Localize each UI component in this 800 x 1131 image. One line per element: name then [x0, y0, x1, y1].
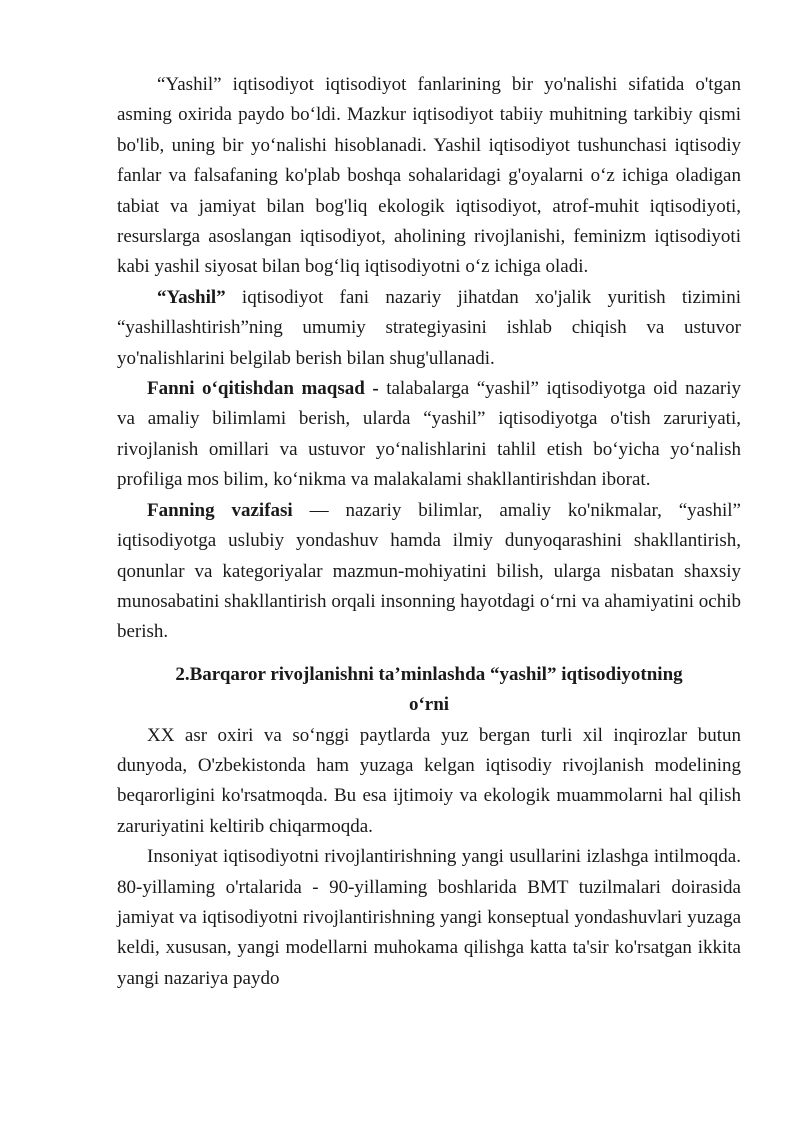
paragraph-body: iqtisodiyot fani nazariy jihatdan xo'jalik yuritish tizimini “yashillashtirish”ning umumiy strategiyasini ishlab chiqish va ustuvor yo'nalishlarini belgilab berish bilan shug'ullanadi.	[117, 286, 741, 369]
paragraph-new-approaches: Insoniyat iqtisodiyotni rivojlantirishning yangi usullarini izlashga intilmoqda. 80-yillaming o'rtalarida - 90-yillaming boshlarida BMT tuzilmalari doirasida jamiyat va iqtisodiyotni rivojlantirishning yangi konseptual yondashuvlari yuzaga keldi, xususan, yangi modellarni muhokama qilishga katta ta'sir ko'rsatgan ikkita yangi nazariya paydo	[117, 846, 741, 989]
paragraph-lead-bold: Fanni o‘qitishdan maqsad -	[147, 378, 379, 400]
section-heading-line-1: 2.Barqaror rivojlanishni ta’minlashda “yashil” iqtisodiyotning	[175, 663, 683, 685]
paragraph-yashil-theory	[117, 283, 741, 374]
paragraph-course-goal	[117, 374, 741, 496]
paragraph-intro: “Yashil” iqtisodiyot iqtisodiyot fanlarining bir yo'nalishi sifatida o'tgan asming oxirida paydo bo‘ldi. Mazkur iqtisodiyot tabiiy muhitning tarkibiy qismi bo'lib, uning bir yo‘nalishi hisoblanadi. Yashil iqtisodiyot tushunchasi iqtisodiy fanlar va falsafaning ko'plab boshqa sohalaridagi g'oyalarni o‘z ichiga oladigan tabiat va jamiyat bilan bog'liq ekologik iqtisodiyot, atrof-muhit iqtisodiyoti, resurslarga asoslangan iqtisodiyot, aholining rivojlanishi, feminizm iqtisodiyoti kabi yashil siyosat bilan bog‘liq iqtisodiyotni o‘z ichiga oladi.	[117, 74, 741, 278]
section-heading-line-2: o‘rni	[408, 694, 450, 716]
paragraph-course-tasks	[117, 496, 741, 648]
document-body	[117, 70, 741, 994]
paragraph-crisis: XX asr oxiri va so‘nggi paytlarda yuz bergan turli xil inqirozlar butun dunyoda, O'zbekistonda ham yuzaga kelgan iqtisodiy rivojlanish modelining beqarorligini ko'rsatmoqda. Bu esa ijtimoiy va ekologik muammolarni hal qilish zaruriyatini keltirib chiqarmoqda.	[117, 724, 741, 837]
paragraph-lead-bold: Fanning vazifasi	[147, 499, 293, 521]
paragraph-lead-bold: “Yashil”	[157, 286, 226, 308]
paragraph-body: — nazariy bilimlar, amaliy ko'nikmalar, “yashil” iqtisodiyotga uslubiy yondashuv hamda ilmiy dunyoqarashini shakllantirish, qonunlar va kategoriyalar mazmun-mohiyatini bilish, ularga nisbatan shaxsiy munosabatini shakllantirish orqali insonning hayotdagi o‘rni va ahamiyatini ochib berish.	[117, 499, 741, 643]
paragraph-body: talabalarga “yashil” iqtisodiyotga oid nazariy va amaliy bilimlami berish, ularda “yashil” iqtisodiyotga o'tish zaruriyati, rivojlanish omillari va ustuvor yo‘nalishlarini tahlil etish bo‘yicha yo‘nalish profiliga mos bilim, ko‘nikma va malakalami shakllantirishdan iborat.	[117, 378, 741, 491]
section-heading	[117, 660, 741, 721]
